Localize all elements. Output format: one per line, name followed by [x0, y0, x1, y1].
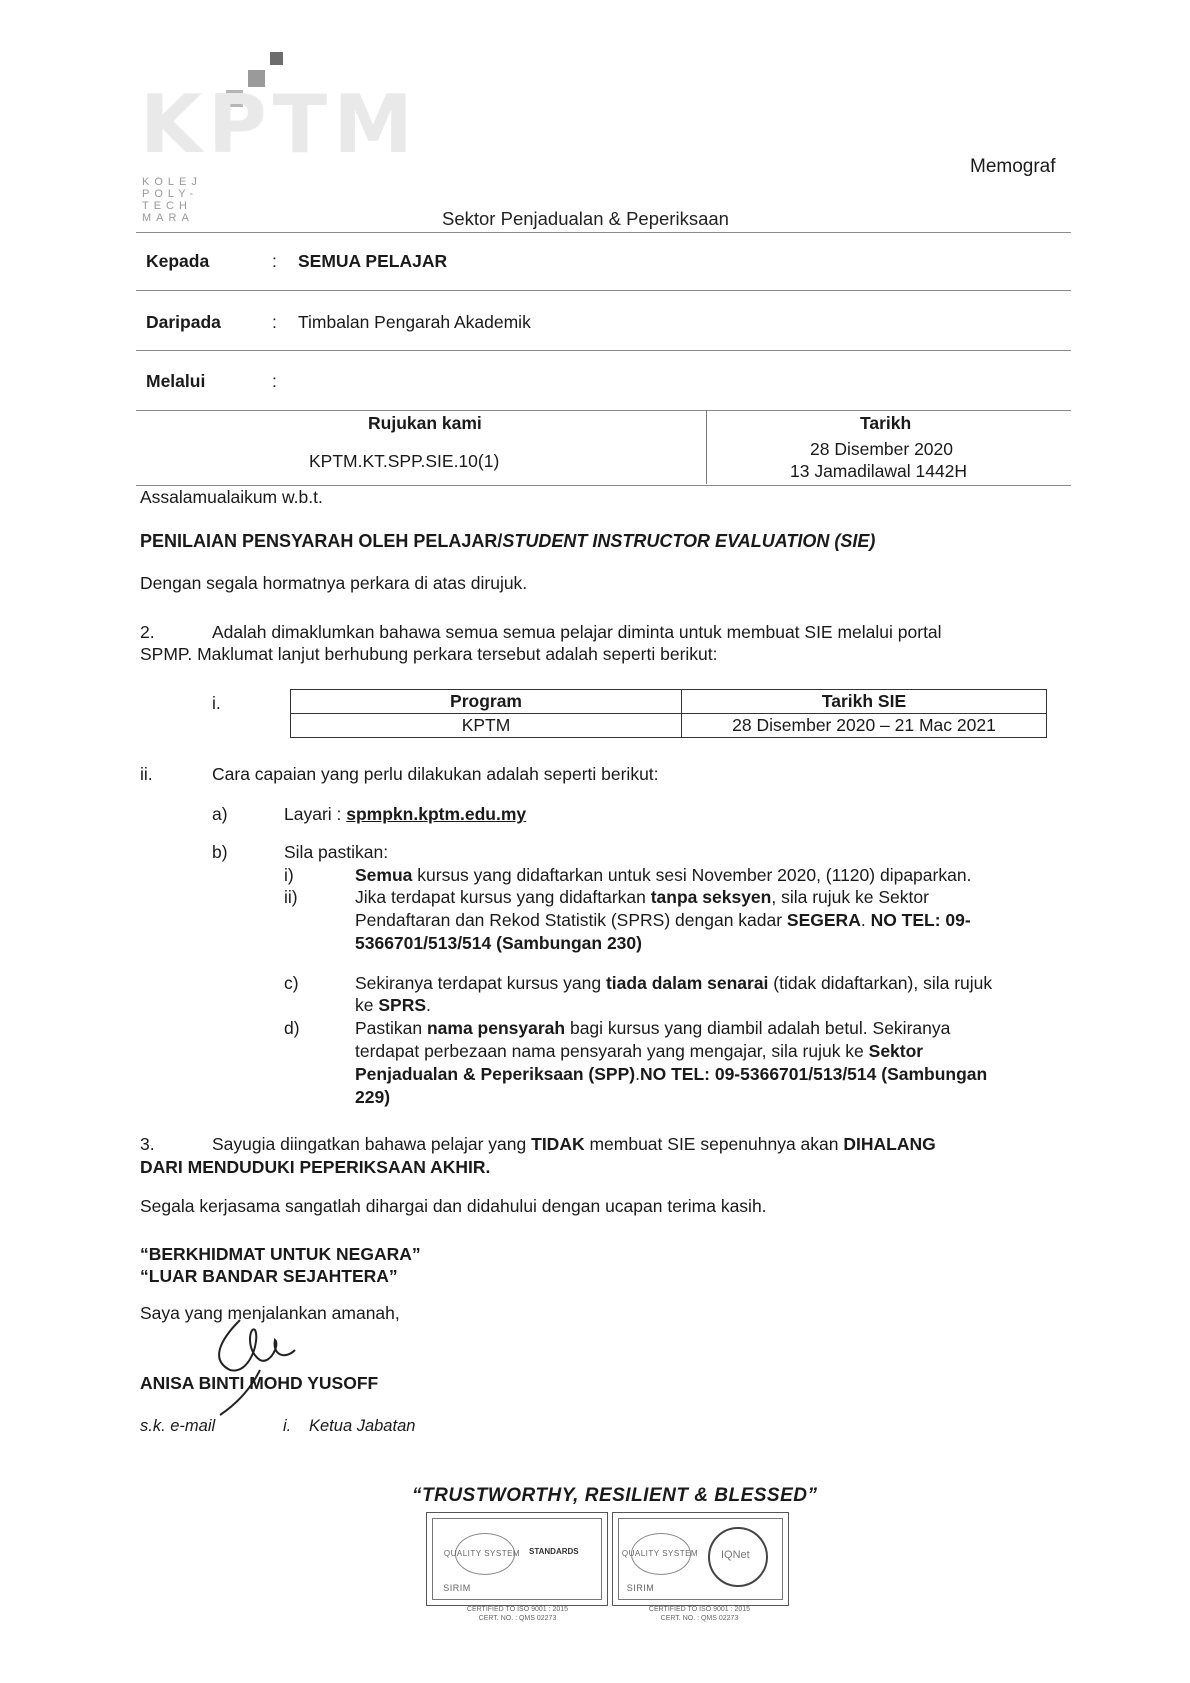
c-t3: ke	[355, 995, 379, 1015]
subject-main: PENILAIAN PENSYARAH OLEH PELAJAR/	[140, 531, 503, 551]
d-b2: Sektor	[868, 1041, 924, 1061]
date-hijri: 13 Jamadilawal 1442H	[790, 461, 968, 481]
ref-value: KPTM.KT.SPP.SIE.10(1)	[309, 451, 500, 471]
badge2-cert1: CERTIFIED TO ISO 9001 : 2015	[648, 1606, 751, 1613]
table-cell-program: KPTM	[291, 714, 682, 738]
a-line	[284, 803, 526, 825]
portal-link[interactable]: spmpkn.kptm.edu.my	[346, 804, 527, 824]
d-line4: 229)	[355, 1087, 391, 1107]
d-line3	[355, 1063, 987, 1085]
closing-paragraph: Segala kerjasama sangatlah dihargai dan didahului dengan ucapan terima kasih.	[140, 1196, 767, 1216]
badge2-side: IQNet	[721, 1549, 750, 1561]
badge2-top: QUALITY SYSTEM	[621, 1549, 699, 1558]
badge1-cert2: CERT. NO. : QMS 02273	[478, 1615, 557, 1622]
sector-title: Sektor Penjadualan & Peperiksaan	[442, 208, 729, 229]
c-t1: Sekiranya terdapat kursus yang	[355, 973, 606, 993]
p3-line1	[212, 1133, 936, 1155]
p2-line1: Adalah dimaklumkan bahawa semua semua pelajar diminta untuk membuat SIE melalui portal	[212, 622, 942, 642]
badge2-bottom: SIRIM	[626, 1583, 655, 1593]
d-line1	[355, 1017, 950, 1039]
signatory-name: ANISA BINTI MOHD YUSOFF	[140, 1373, 379, 1393]
p3-b2: DIHALANG	[843, 1134, 936, 1154]
table-header-program: Program	[291, 690, 682, 714]
b-ii-label: ii)	[284, 887, 298, 907]
table-header-tarikh: Tarikh SIE	[682, 690, 1047, 714]
divider	[136, 232, 1071, 233]
b-text: Sila pastikan:	[284, 842, 389, 862]
ref-label: Rujukan kami	[368, 413, 482, 433]
a-label: a)	[212, 804, 228, 824]
b-ii-t3: Pendaftaran dan Rekod Statistik (SPRS) dengan kadar	[355, 910, 787, 930]
colon: :	[272, 251, 277, 271]
b-ii-line2	[355, 909, 971, 931]
date-label: Tarikh	[860, 413, 912, 433]
p2-number: 2.	[140, 622, 155, 642]
c-t2: (tidak didaftarkan), sila rujuk	[768, 973, 993, 993]
amanah-line: Saya yang menjalankan amanah,	[140, 1303, 400, 1323]
b-ii-b3: NO TEL: 09-	[870, 910, 971, 930]
badge2-cert2: CERT. NO. : QMS 02273	[660, 1615, 739, 1622]
divider	[136, 350, 1071, 351]
kepada-label: Kepada	[146, 251, 210, 271]
motto-2: “LUAR BANDAR SEJAHTERA”	[140, 1266, 398, 1286]
d-t3: terdapat perbezaan nama pensyarah yang mengajar, sila rujuk ke	[355, 1041, 869, 1061]
b-ii-t1: Jika terdapat kursus yang didaftarkan	[355, 887, 651, 907]
item-ii-label: ii.	[140, 764, 153, 784]
b-ii-line1	[355, 886, 929, 908]
b-i-text	[355, 864, 971, 886]
c-t4: .	[426, 995, 431, 1015]
d-label: d)	[284, 1018, 300, 1038]
b-i-label: i)	[284, 865, 294, 885]
sie-schedule-table	[290, 689, 1047, 738]
intro-paragraph: Dengan segala hormatnya perkara di atas dirujuk.	[140, 573, 528, 593]
colon: :	[272, 312, 277, 332]
logo-subtitle: KOLEJ POLY-TECH MARA	[142, 176, 202, 224]
b-ii-t2: , sila rujuk ke Sektor	[771, 887, 929, 907]
d-t2: bagi kursus yang diambil adalah betul. Sekiranya	[565, 1018, 951, 1038]
a-text: Layari :	[284, 804, 347, 824]
c-label: c)	[284, 973, 299, 993]
b-label: b)	[212, 842, 228, 862]
d-b4: NO TEL: 09-5366701/513/514 (Sambungan	[639, 1064, 988, 1084]
p3-number: 3.	[140, 1134, 155, 1154]
sk-target: Ketua Jabatan	[309, 1417, 416, 1435]
subject	[140, 530, 875, 552]
p3-line2: DARI MENDUDUKI PEPERIKSAAN AKHIR.	[140, 1157, 491, 1177]
date-gregorian: 28 Disember 2020	[810, 439, 953, 459]
c-line1	[355, 972, 992, 994]
c-b1: tiada dalam senarai	[605, 973, 769, 993]
kepada-value: SEMUA PELAJAR	[298, 251, 448, 271]
p2-line2: SPMP. Maklumat lanjut berhubung perkara tersebut adalah seperti berikut:	[140, 644, 718, 664]
p3-t2: membuat SIE sepenuhnya akan	[584, 1134, 844, 1154]
badge1-cert1: CERTIFIED TO ISO 9001 : 2015	[466, 1606, 569, 1613]
b-ii-line3: 5366701/513/514 (Sambungan 230)	[355, 933, 642, 953]
d-t4: .	[635, 1064, 640, 1084]
colon: :	[272, 371, 277, 391]
signature	[200, 1300, 320, 1420]
tagline: “TRUSTWORTHY, RESILIENT & BLESSED”	[412, 1485, 818, 1506]
d-line2	[355, 1040, 923, 1062]
c-line2	[355, 994, 431, 1016]
badge1-bottom: SIRIM	[443, 1583, 471, 1593]
p3-b1: TIDAK	[531, 1134, 585, 1154]
d-b3: Penjadualan & Peperiksaan (SPP)	[355, 1064, 636, 1084]
d-t1: Pastikan	[355, 1018, 427, 1038]
badge1-top: QUALITY SYSTEM	[443, 1549, 521, 1558]
greeting: Assalamualaikum w.b.t.	[140, 487, 323, 507]
sk-label: s.k. e-mail	[140, 1417, 216, 1435]
iso-badge-2	[612, 1512, 789, 1606]
ref-divider	[706, 410, 707, 484]
b-ii-t4: .	[860, 910, 871, 930]
b-i-bold: Semua	[355, 865, 413, 885]
divider	[136, 290, 1071, 291]
subject-italic: STUDENT INSTRUCTOR EVALUATION (SIE)	[502, 531, 876, 551]
item-i-label: i.	[212, 693, 221, 713]
b-ii-b1: tanpa seksyen	[650, 887, 772, 907]
table-row	[291, 714, 1047, 738]
d-b1: nama pensyarah	[426, 1018, 566, 1038]
doc-type: Memograf	[970, 156, 1056, 177]
daripada-value: Timbalan Pengarah Akademik	[298, 312, 531, 332]
sk-item: i.	[283, 1417, 292, 1435]
p3-t1: Sayugia diingatkan bahawa pelajar yang	[212, 1134, 532, 1154]
daripada-label: Daripada	[146, 312, 221, 332]
motto-1: “BERKHIDMAT UNTUK NEGARA”	[140, 1244, 421, 1264]
divider	[136, 410, 1071, 411]
badge1-side: STANDARDS	[529, 1547, 579, 1556]
logo-letters: KPTM	[140, 78, 419, 171]
b-i-rest: kursus yang didaftarkan untuk sesi November 2020, (1120) dipaparkan.	[412, 865, 972, 885]
table-cell-date: 28 Disember 2020 – 21 Mac 2021	[682, 714, 1047, 738]
item-ii-text: Cara capaian yang perlu dilakukan adalah seperti berikut:	[212, 764, 659, 784]
melalui-label: Melalui	[146, 371, 206, 391]
b-ii-b2: SEGERA	[786, 910, 861, 930]
c-b2: SPRS	[378, 995, 427, 1015]
table-row	[291, 690, 1047, 714]
